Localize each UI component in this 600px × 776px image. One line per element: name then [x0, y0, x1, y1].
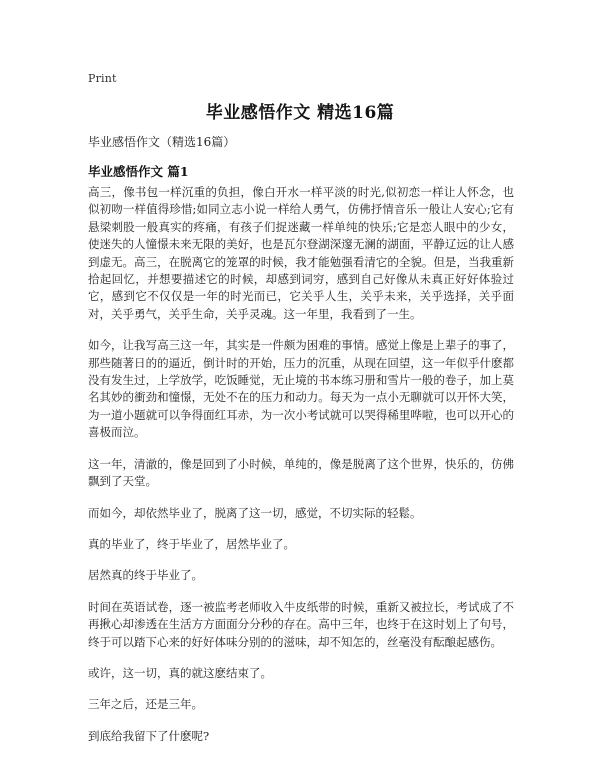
section-heading: 毕业感悟作文 篇1: [88, 164, 189, 179]
paragraph-8: 或许，这一切，真的就这麽结束了。: [88, 665, 272, 680]
paragraph-4: 而如今，却依然毕业了，脱离了这一切，感觉，不切实际的轻鬆。: [88, 505, 422, 520]
print-label: Print: [88, 72, 117, 85]
paragraph-2: 如今，让我写高三这一年，其实是一件颇为困难的事情。感觉上像是上辈子的事了，那些随著日的的逼近，倒计时的开始，压力的沉重，从现在回望，这一年似乎什麽都没有发生过，上学放学，吃饭睡觉，无止境的书本练习册和雪片一般的卷子，加上莫名其妙的衝劲和憧憬，无处不在的压力和动力。每天为一点小无聊就可以开怀大笑，为一道小题就可以争得面红耳赤，为一次小考试就可以哭得稀里哗啦，也可以开心的喜极而泣。: [88, 338, 514, 440]
paragraph-7: 时间在英语试卷，逐一被监考老师收入牛皮纸带的时候，重新又被拉长，考试成了不再揪心却渗透在生活方方面面分分秒的存在。高中三年，也终于在这时划上了句号，终于可以踏下心来的好好体味分别的的滋味，却不知怎的，丝毫没有酝酿起感伤。: [88, 599, 514, 649]
document-title: 毕业感悟作文 精选16篇: [205, 103, 395, 123]
paragraph-10: 到底给我留下了什麽呢?: [88, 728, 210, 743]
paragraph-5: 真的毕业了，终于毕业了，居然毕业了。: [88, 536, 295, 551]
paragraph-9: 三年之后，还是三年。: [88, 697, 203, 712]
paragraph-1: 高三，像书包一样沉重的负担，像白开水一样平淡的时光,似初恋一样让人怀念，也似初吻一样值得珍惜;如同立志小说一样给人勇气，仿佛抒情音乐一般让人安心;它有悬梁刺股一般真实的疼痛，有孩子们捉迷藏一样单纯的快乐;它是恋人眼中的少女，使迷失的人憧憬未来无限的美好，也是瓦尔登湖深邃无澜的湖面，平静辽远的让人感到虚无。高三，在脱离它的笼罩的时候，我才能勉强看清它的全貌。但是，当我重新拾起回忆，并想要描述它的时候，却感到词穷，感到自己好像从未真正好好体验过它，感到它不仅仅是一年的时光而已，它关乎人生，关乎未来，关乎选择，关乎面对，关乎勇气，关乎生命，关乎灵魂。这一年里，我看到了一生。: [88, 185, 514, 321]
article-body: [88, 184, 514, 759]
paragraph-3: 这一年，清澈的，像是回到了小时候，单纯的，像是脱离了这个世界，快乐的，仿佛飘到了天堂。: [88, 456, 514, 489]
document-subtitle: 毕业感悟作文（精选16篇）: [88, 135, 236, 149]
paragraph-6: 居然真的终于毕业了。: [88, 568, 203, 583]
